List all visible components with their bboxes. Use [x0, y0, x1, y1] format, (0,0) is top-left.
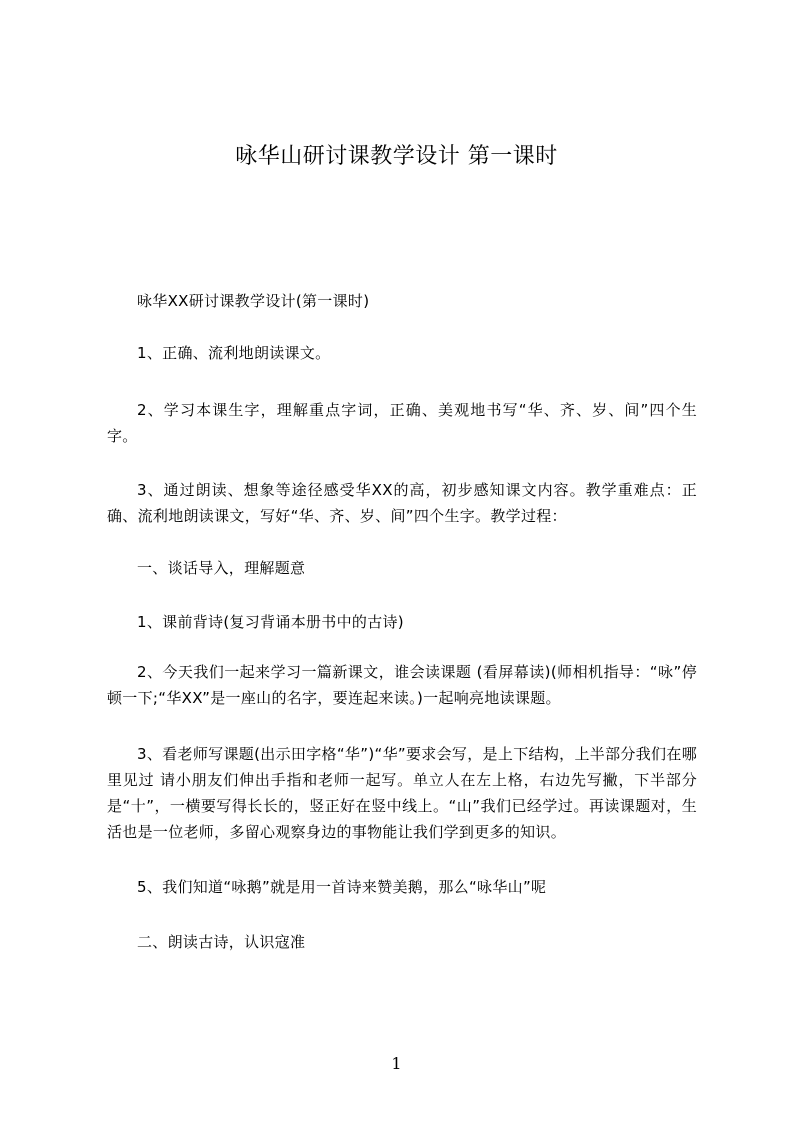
paragraph-objective-3: 3、通过朗读、想象等途径感受华XX的高，初步感知课文内容。教学重难点：正确、流利地朗读课文，写好“华、齐、岁、间”四个生字。教学过程：: [107, 481, 697, 525]
page-number: 1: [391, 1054, 402, 1073]
paragraph-subtitle: 咏华XX研讨课教学设计(第一课时): [137, 292, 370, 310]
paragraph-step-5: 5、我们知道“咏鹅”就是用一首诗来赞美鹅，那么“咏华山”呢: [137, 878, 547, 896]
paragraph-step-3: 3、看老师写课题(出示田字格“华”)“华”要求会写，是上下结构，上半部分我们在哪里见过 请小朋友们伸出手指和老师一起写。单立人在左上格，右边先写撇，下半部分是“十”，一横要写得长长的，竖正好在竖中线上。“山”我们已经学过。再读课题对，生活也是一位老师，多留心观察身边的事物能让我们学到更多的知识。: [107, 745, 697, 841]
paragraph-step-2: 2、今天我们一起来学习一篇新课文，谁会读课题 (看屏幕读)(师相机指导：“咏”停顿一下;“华XX”是一座山的名字，要连起来读。)一起响亮地读课题。: [107, 663, 697, 707]
section-heading-2: 二、朗读古诗，认识寇准: [137, 933, 306, 951]
paragraph-step-1: 1、课前背诗(复习背诵本册书中的古诗): [137, 613, 404, 631]
paragraph-objective-2: 2、学习本课生字，理解重点字词，正确、美观地书写“华、齐、岁、间”四个生字。: [107, 401, 697, 445]
document-title: 咏华山研讨课教学设计 第一课时: [235, 144, 558, 169]
section-heading-1: 一、谈话导入，理解题意: [137, 559, 306, 577]
paragraph-objective-1: 1、正确、流利地朗读课文。: [137, 344, 331, 362]
